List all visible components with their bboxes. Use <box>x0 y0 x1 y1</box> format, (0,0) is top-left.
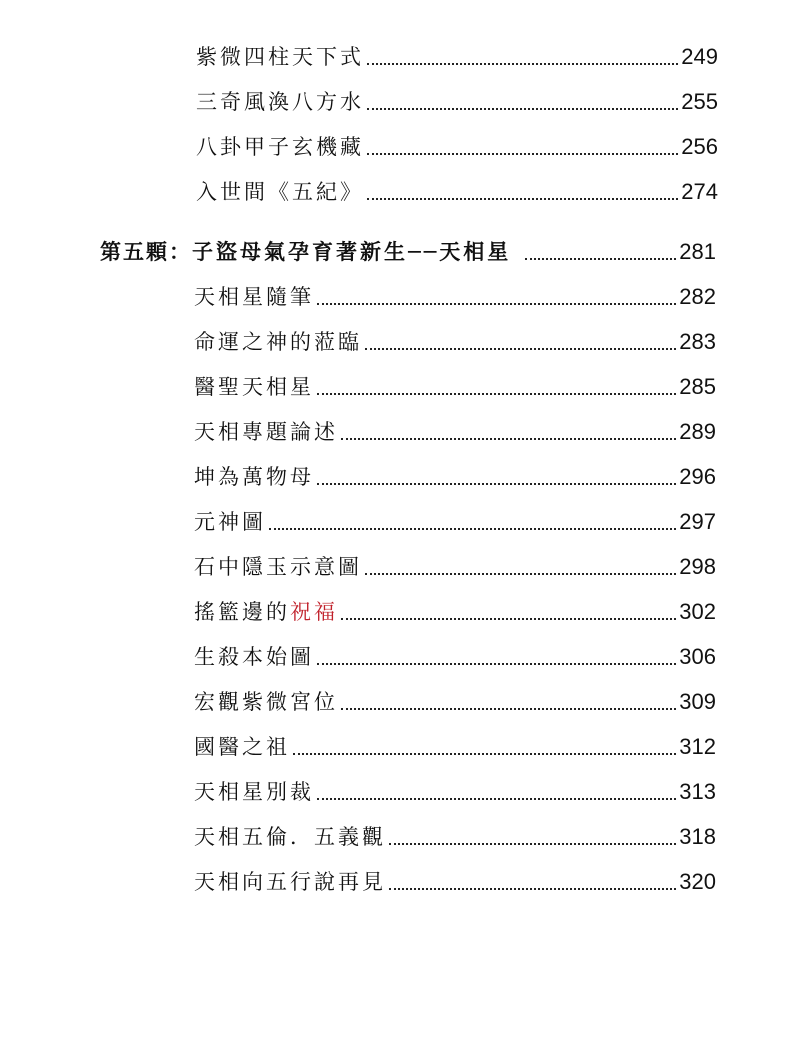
toc-entry-title: 紫微四柱天下式 <box>196 45 364 69</box>
toc-entry-title: 天相五倫．五義觀 <box>194 825 386 849</box>
toc-entry-title-red: 祝福 <box>290 600 338 624</box>
toc-entry-title: 元神圖 <box>194 510 266 534</box>
toc-entry-page: 296 <box>679 464 716 489</box>
toc-entry <box>194 822 716 852</box>
toc-entry-page: 320 <box>679 869 716 894</box>
toc-entry <box>194 507 716 537</box>
toc-entry-title <box>194 597 338 627</box>
toc-entry-title-black: 搖籃邊的 <box>194 600 290 624</box>
toc-entry <box>194 417 716 447</box>
toc-entry <box>194 642 716 672</box>
toc-entry-page: 318 <box>679 824 716 849</box>
dot-leader <box>317 663 676 665</box>
toc-entry-title: 入世間《五紀》 <box>196 180 364 204</box>
toc-entry-page: 256 <box>681 134 718 159</box>
toc-entry-page: 274 <box>681 179 718 204</box>
toc-entry <box>194 867 716 897</box>
dot-leader <box>317 798 676 800</box>
dot-leader <box>341 708 676 710</box>
dot-leader <box>317 393 676 395</box>
dot-leader <box>365 573 676 575</box>
toc-entry-title: 天相向五行說再見 <box>194 870 386 894</box>
toc-entry-title: 天相專題論述 <box>194 420 338 444</box>
dot-leader <box>365 348 676 350</box>
dot-leader <box>341 438 676 440</box>
toc-entry-page: 306 <box>679 644 716 669</box>
dot-leader <box>389 843 676 845</box>
toc-entry-page: 289 <box>679 419 716 444</box>
dot-leader <box>317 483 676 485</box>
chapter-heading <box>100 237 716 267</box>
toc-entry <box>194 282 716 312</box>
toc-entry-page: 309 <box>679 689 716 714</box>
dot-leader <box>317 303 676 305</box>
toc-entry <box>196 87 718 117</box>
chapter-title: 子盜母氣孕育著新生──天相星 <box>192 239 512 264</box>
toc-entry-page: 283 <box>679 329 716 354</box>
dot-leader <box>367 63 678 65</box>
toc-entry-page: 249 <box>681 44 718 69</box>
dot-leader <box>367 198 678 200</box>
toc-entry <box>194 552 716 582</box>
toc-entry <box>194 372 716 402</box>
toc-entry-page: 298 <box>679 554 716 579</box>
toc-entry-title: 宏觀紫微宮位 <box>194 690 338 714</box>
dot-leader <box>269 528 676 530</box>
toc-entry-title: 醫聖天相星 <box>194 375 314 399</box>
toc-entry-page: 302 <box>679 599 716 624</box>
toc-entry-title: 國醫之祖 <box>194 735 290 759</box>
toc-entry <box>194 327 716 357</box>
toc-entry-title: 天相星隨筆 <box>194 285 314 309</box>
toc-entry <box>196 177 718 207</box>
toc-entry-page: 285 <box>679 374 716 399</box>
toc-entry-title: 三奇風渙八方水 <box>196 90 364 114</box>
dot-leader <box>293 753 676 755</box>
toc-entry-page: 297 <box>679 509 716 534</box>
toc-entry-page: 313 <box>679 779 716 804</box>
toc-entry <box>194 597 716 627</box>
dot-leader <box>341 618 676 620</box>
toc-entry <box>194 732 716 762</box>
toc-entry <box>196 132 718 162</box>
dot-leader <box>367 153 678 155</box>
toc-entry-title: 石中隱玉示意圖 <box>194 555 362 579</box>
toc-entry-title: 八卦甲子玄機藏 <box>196 135 364 159</box>
toc-entry <box>194 462 716 492</box>
toc-entry-page: 312 <box>679 734 716 759</box>
dot-leader <box>389 888 676 890</box>
toc-entry-page: 255 <box>681 89 718 114</box>
toc-entry-title: 命運之神的蒞臨 <box>194 330 362 354</box>
toc-entry <box>196 42 718 72</box>
toc-entry-title: 坤為萬物母 <box>194 465 314 489</box>
toc-entry-page: 282 <box>679 284 716 309</box>
toc-entry-title: 天相星別裁 <box>194 780 314 804</box>
toc-entry <box>194 777 716 807</box>
chapter-page: 281 <box>679 239 716 264</box>
dot-leader <box>525 258 676 260</box>
toc-entry <box>194 687 716 717</box>
chapter-label: 第五顆： <box>100 239 192 264</box>
toc-entry-title: 生殺本始圖 <box>194 645 314 669</box>
dot-leader <box>367 108 678 110</box>
